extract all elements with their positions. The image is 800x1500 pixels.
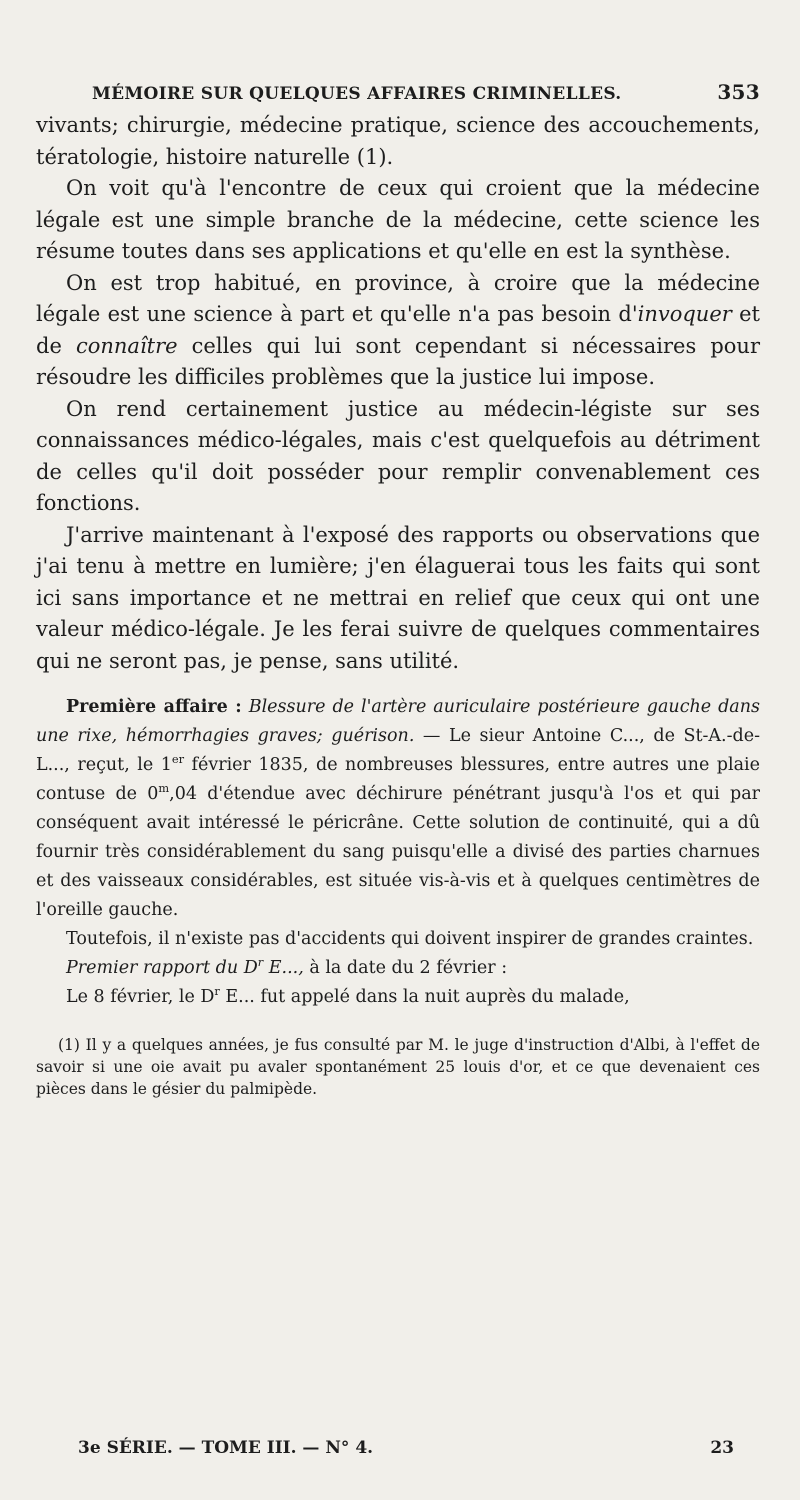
affair-sup-er: er (171, 752, 184, 767)
affair-text-b: février 1835, de nombreuses blessures, entre autres une plaie contuse de 0 (36, 755, 760, 804)
running-title: MÉMOIRE SUR QUELQUES AFFAIRES CRIMINELLES. (92, 84, 622, 104)
affair-text-c: ,04 d'étendue avec déchirure pénétrant jusqu'à l'os et qui par conséquent avait intéressé le péricrâne. Cette solution de continuité, qui a dû fournir très considérablement du sang puisqu'elle a divisé des parties charnues et des vaisseaux considérables, est située vis-à-vis et à quelques centimètres de l'oreille gauche. (36, 784, 760, 920)
paragraph-3 (36, 268, 760, 394)
page-footer (78, 1438, 734, 1458)
last-line (36, 983, 760, 1012)
rapport-date: à la date du 2 février : (303, 958, 508, 978)
footnote-text: (1) Il y a quelques années, je fus consulté par M. le juge d'instruction d'Albi, à l'effet de savoir si une oie avait pu avaler spontanément 25 louis d'or, et ce que devenaient ces pièces dans le gésier du palmipède. (36, 1036, 760, 1098)
paragraph-3-text-c: et de (36, 302, 760, 358)
paragraph-3-italic-invoquer: invoquer (637, 302, 732, 326)
affair-subtitle: Blessure de l'artère auriculaire postérieure gauche dans une rixe, hémorrhagies graves; guérison. (36, 697, 760, 746)
paragraph-3-italic-connaitre: connaître (75, 333, 178, 358)
rapport-heading (36, 954, 760, 983)
last-line-sup: r (214, 984, 220, 999)
affair-section (36, 693, 760, 1012)
series-info: 3e SÉRIE. — TOME III. — N° 4. (78, 1438, 374, 1458)
main-text (36, 110, 760, 677)
page-number: 353 (717, 80, 760, 104)
rapport-italic-2: E..., (263, 958, 304, 978)
paragraph-3-text-e: celles qui lui sont cependant si nécessaires pour résoudre les difficiles problèmes que la justice lui impose. (36, 333, 760, 389)
paragraph-3-text-a: On est trop habitué, en province, à croire que la médecine légale est une science à part et qu'elle n'a pas besoin d' (36, 270, 760, 326)
running-header (92, 80, 760, 104)
rapport-sup: r (257, 955, 264, 970)
paragraph-5: J'arrive maintenant à l'exposé des rapports ou observations que j'ai tenu à mettre en lumière; j'en élaguerai tous les faits qui sont ici sans importance et ne mettrai en relief que ceux qui ont une valeur médico-légale. Je les ferai suivre de quelques commentaires qui ne seront pas, je pense, sans utilité. (36, 522, 760, 673)
paragraph-2: On voit qu'à l'encontre de ceux qui croient que la médecine légale est une simple branche de la médecine, cette science les résume toutes dans ses applications et qu'elle en est la synthèse. (36, 176, 760, 263)
last-line-b: E... fut appelé dans la nuit auprès du malade, (219, 987, 630, 1007)
paragraph-1: vivants; chirurgie, médecine pratique, science des accouchements, tératologie, histoire naturelle (1). (36, 113, 760, 169)
affair-heading: Première affaire : (66, 697, 242, 717)
paragraph-4: On rend certainement justice au médecin-légiste sur ses connaissances médico-légales, mais c'est quelquefois au détriment de celles qu'il doit posséder pour remplir convenablement ces fonctions. (36, 396, 760, 515)
affair-text-a: — Le sieur Antoine C..., de St-A.-de-L..., reçut, le 1 (36, 726, 760, 775)
signature-mark: 23 (710, 1438, 734, 1458)
rapport-italic: Premier rapport du D (66, 958, 258, 978)
toutefois-paragraph: Toutefois, il n'existe pas d'accidents qui doivent inspirer de grandes craintes. (66, 929, 754, 949)
affair-sup-m: m (158, 781, 170, 796)
footnote (36, 1034, 760, 1100)
last-line-a: Le 8 février, le D (66, 987, 215, 1007)
affair-paragraph (36, 693, 760, 925)
page-content (36, 80, 760, 1100)
